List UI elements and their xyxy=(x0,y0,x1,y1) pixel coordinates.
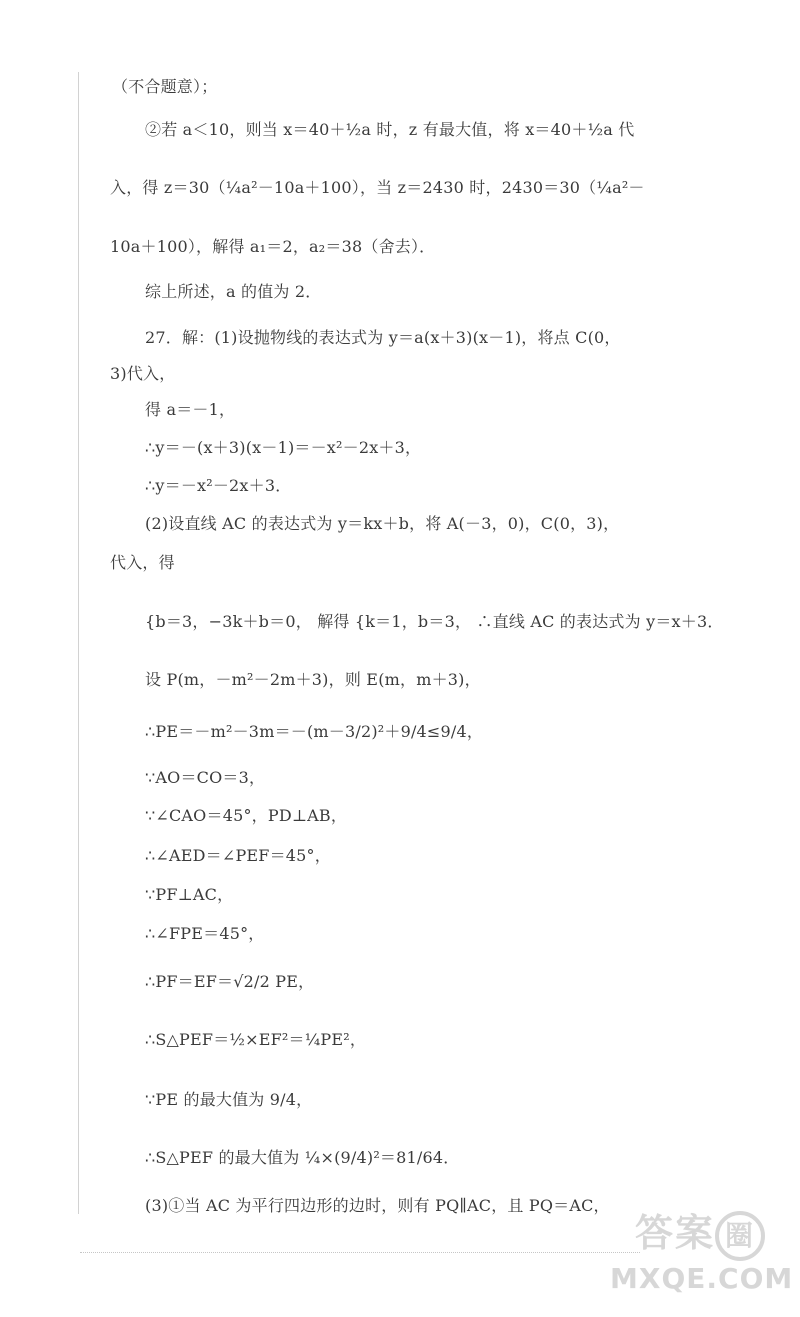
text-line: ∵∠CAO＝45°，PD⊥AB， xyxy=(145,806,348,825)
watermark-top-text: 答案 xyxy=(634,1211,715,1255)
text-line: （不合题意）； xyxy=(112,77,218,96)
left-margin-rule xyxy=(78,72,79,1214)
text-line: ∴y＝－(x＋3)(x－1)＝－x²－2x＋3， xyxy=(145,438,422,457)
text-line: ∵AO＝CO＝3， xyxy=(145,768,266,787)
text-line: {b＝3，−3k＋b＝0， 解得 {k＝1，b＝3， ∴直线 AC 的表达式为 y＝x＋3． xyxy=(145,612,724,631)
text-line: ∵PF⊥AC， xyxy=(145,885,234,904)
text-line: (2)设直线 AC 的表达式为 y＝kx＋b，将 A(－3，0)，C(0，3)， xyxy=(145,514,620,533)
text-line: 3)代入， xyxy=(110,364,176,383)
text-line: ∴∠AED＝∠PEF＝45°， xyxy=(145,846,331,865)
text-line: ∴∠FPE＝45°， xyxy=(145,924,265,943)
text-line: 得 a＝－1， xyxy=(145,400,236,419)
text-line: ②若 a＜10，则当 x＝40＋½a 时，z 有最大值，将 x＝40＋½a 代 xyxy=(145,120,635,139)
watermark-bottom-text: MXQE.COM xyxy=(610,1261,794,1295)
text-line: 入，得 z＝30（¼a²－10a＋100），当 z＝2430 时，2430＝30（¼a²－ xyxy=(110,178,645,197)
text-line: ∵PE 的最大值为 9/4， xyxy=(145,1090,313,1109)
text-line: 设 P(m，－m²－2m＋3)，则 E(m，m＋3)， xyxy=(145,670,481,689)
watermark-logo xyxy=(610,1209,794,1309)
text-line: ∴y＝－x²－2x＋3． xyxy=(145,476,292,495)
bottom-dotted-rule xyxy=(80,1252,640,1253)
text-line: 27．解：(1)设抛物线的表达式为 y＝a(x＋3)(x－1)，将点 C(0， xyxy=(145,328,621,347)
text-line: 综上所述，a 的值为 2． xyxy=(145,282,322,301)
text-line: 代入，得 xyxy=(110,553,175,572)
text-line: ∴S△PEF＝½×EF²＝¼PE²， xyxy=(145,1030,367,1049)
watermark-top xyxy=(610,1209,790,1261)
watermark-badge-icon: 圈 xyxy=(715,1211,765,1261)
text-line: 10a＋100），解得 a₁＝2，a₂＝38（舍去）． xyxy=(110,237,436,256)
text-line: (3)①当 AC 为平行四边形的边时，则有 PQ∥AC，且 PQ＝AC， xyxy=(145,1196,610,1215)
text-line: ∴S△PEF 的最大值为 ¼×(9/4)²＝81/64． xyxy=(145,1148,460,1167)
text-line: ∴PE＝－m²－3m＝－(m－3/2)²＋9/4≤9/4， xyxy=(145,722,484,741)
text-line: ∴PF＝EF＝√2/2 PE， xyxy=(145,972,315,991)
